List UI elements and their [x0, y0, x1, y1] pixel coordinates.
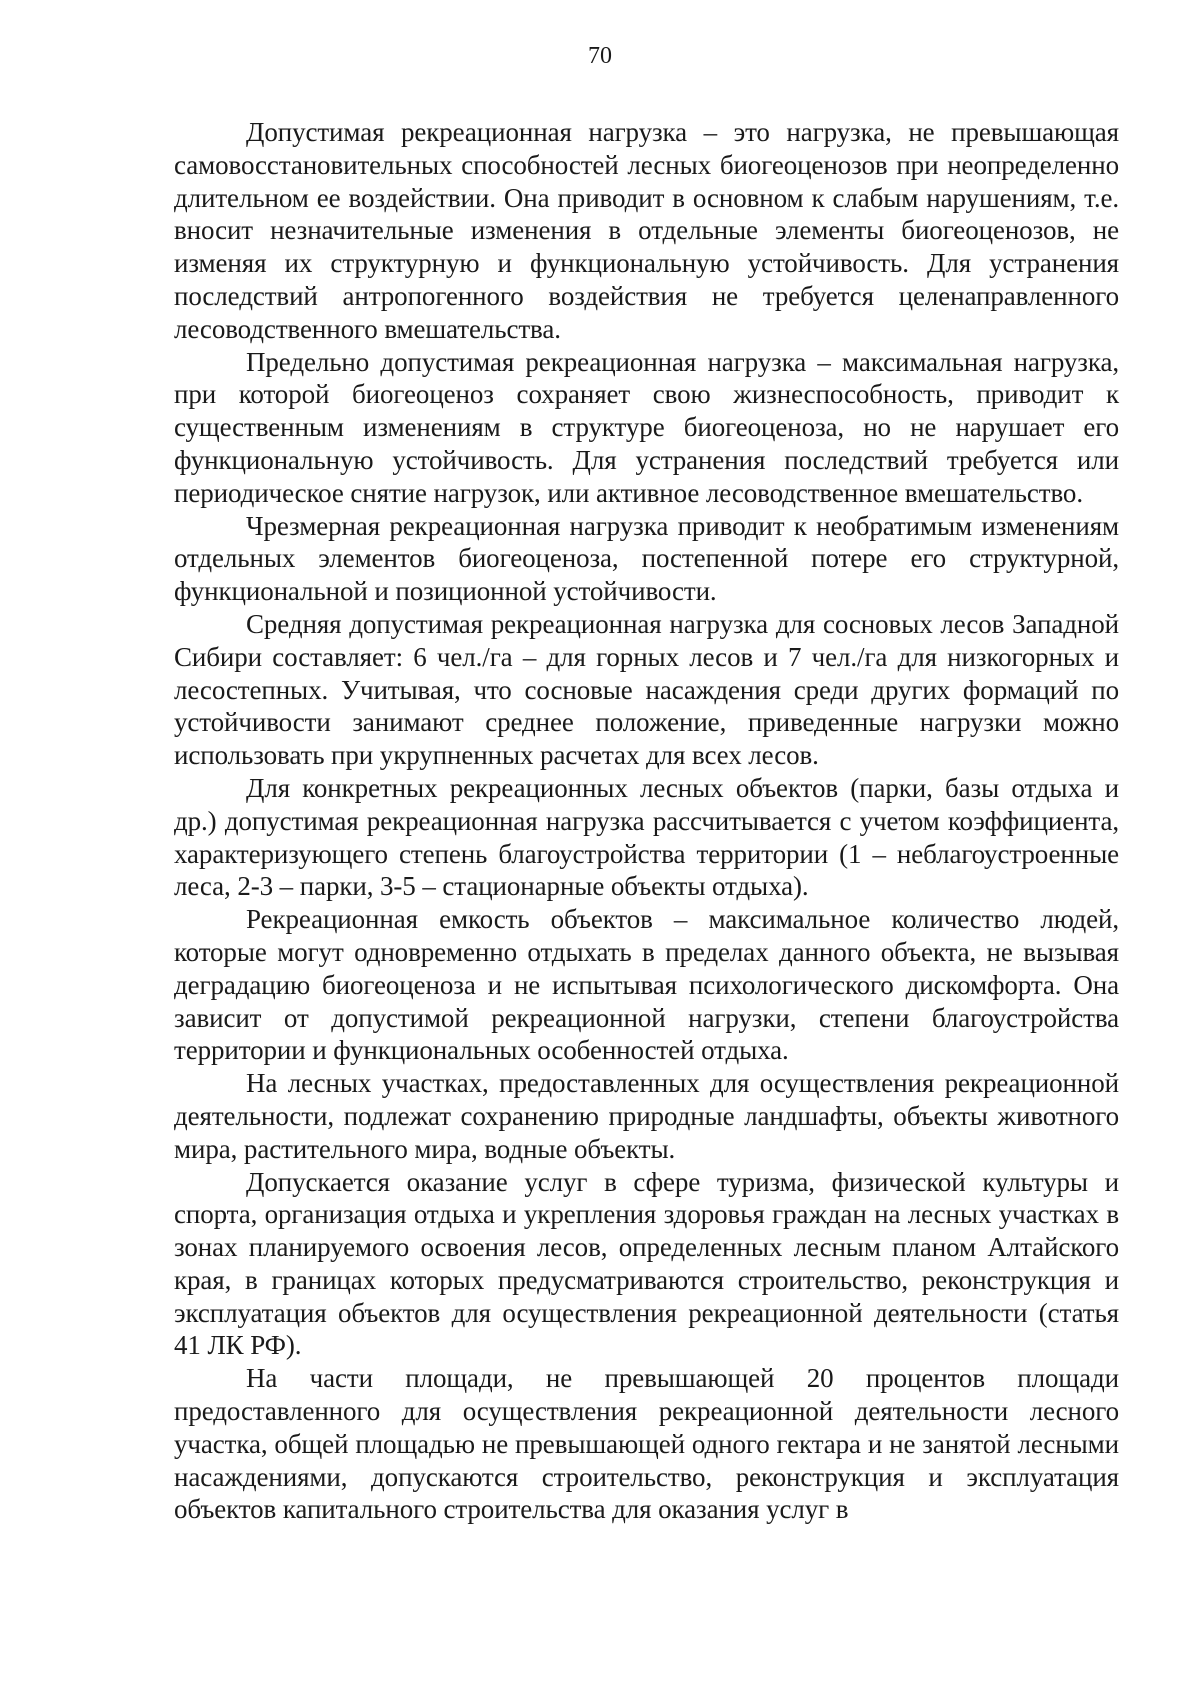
paragraph-area-share: На части площади, не превышающей 20 процентов площади предоставленного для осуществления рекреационной деятельности лесного участка, общей площадью не превышающей одного гектара и не занятой лесными насаждениями, допускаются строительство, реконструкция и эксплуатация объектов капитального строительства для оказания услуг в: [174, 1363, 1119, 1525]
paragraph-average-load: Средняя допустимая рекреационная нагрузка для сосновых лесов Западной Сибири составляет: 6 чел./га – для горных лесов и 7 чел./га для низкогорных и лесостепных. Учитывая, что сосновые насаждения среди других формаций по устойчивости занимают среднее положение, приведенные нагрузки можно использовать при укрупненных расчетах для всех лесов.: [174, 608, 1119, 771]
paragraph-recreational-capacity: Рекреационная емкость объектов – максимальное количество людей, которые могут одновременно отдыхать в пределах данного объекта, не вызывая деградацию биогеоценоза и не испытывая психологического дискомфорта. Она зависит от допустимой рекреационной нагрузки, степени благоустройства территории и функциональных особенностей отдыха.: [174, 904, 1119, 1066]
page-number: 70: [588, 43, 612, 69]
document-body: [174, 116, 1119, 1526]
paragraph-specific-objects: Для конкретных рекреационных лесных объектов (парки, базы отдыха и др.) допустимая рекреационная нагрузка рассчитывается с учетом коэффициента, характеризующего степень благоустройства территории (1 – неблагоустроенные леса, 2-3 – парки, 3-5 – стационарные объекты отдыха).: [174, 772, 1119, 902]
paragraph-permissible-load: Допустимая рекреационная нагрузка – это нагрузка, не превышающая самовосстановительных способностей лесных биогеоценозов при неопределенно длительном ее воздействии. Она приводит в основном к слабым нарушениям, т.е. вносит незначительные изменения в отдельные элементы биогеоценозов, не изменяя их структурную и функциональную устойчивость. Для устранения последствий антропогенного воздействия не требуется целенаправленного лесоводственного вмешательства.: [174, 117, 1119, 344]
paragraph-services-allowed: Допускается оказание услуг в сфере туризма, физической культуры и спорта, организация отдыха и укрепления здоровья граждан на лесных участках в зонах планируемого освоения лесов, определенных лесным планом Алтайского края, в границах которых предусматриваются строительство, реконструкция и эксплуатация объектов для осуществления рекреационной деятельности (статья 41 ЛК РФ).: [174, 1166, 1119, 1361]
paragraph-maximum-permissible-load: Предельно допустимая рекреационная нагрузка – максимальная нагрузка, при которой биогеоценоз сохраняет свою жизнеспособность, приводит к существенным изменениям в структуре биогеоценоза, но не нарушает его функциональную устойчивость. Для устранения последствий требуется или периодическое снятие нагрузок, или активное лесоводственное вмешательство.: [174, 346, 1119, 508]
paragraph-excessive-load: Чрезмерная рекреационная нагрузка приводит к необратимым изменениям отдельных элементов биогеоценоза, постепенной потере его структурной, функциональной и позиционной устойчивости.: [174, 510, 1119, 607]
paragraph-preservation: На лесных участках, предоставленных для осуществления рекреационной деятельности, подлежат сохранению природные ландшафты, объекты животного мира, растительного мира, водные объекты.: [174, 1068, 1119, 1164]
